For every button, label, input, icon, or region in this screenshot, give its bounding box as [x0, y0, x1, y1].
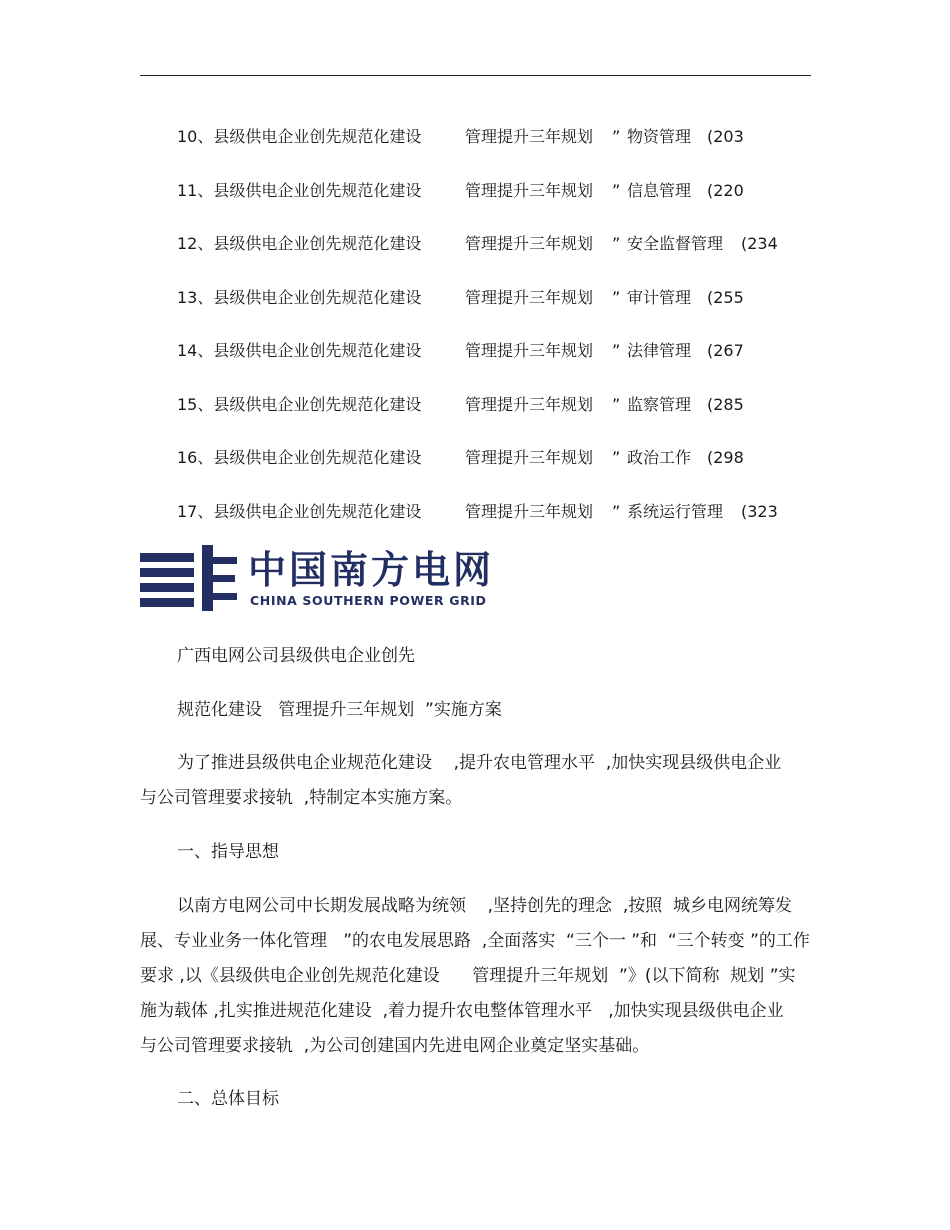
toc-item-page: (234 — [741, 234, 778, 253]
toc-item-department: 物资管理 — [627, 127, 692, 146]
guiding-line: 以南方电网公司中长期发展战略为统领 ,坚持创先的理念 ,按照 城乡电网统筹发 — [177, 896, 793, 916]
section-heading-guiding: 一、指导思想 — [177, 842, 279, 862]
toc-item-title: 12、县级供电企业创先规范化建设 — [177, 234, 422, 253]
toc-item-page: (255 — [707, 287, 744, 307]
toc-item-title: 10、县级供电企业创先规范化建设 — [177, 127, 422, 146]
toc-item-department: 系统运行管理 — [627, 501, 724, 521]
toc-item — [177, 339, 817, 393]
toc-item — [177, 286, 817, 340]
toc-item-plan: 管理提升三年规划 — [465, 341, 594, 360]
toc-item-title: 16、县级供电企业创先规范化建设 — [177, 448, 422, 467]
toc-item-title: 17、县级供电企业创先规范化建设 — [177, 501, 422, 521]
intro-paragraph — [140, 746, 812, 816]
toc-item-page: (285 — [707, 394, 744, 414]
document-title-line-1: 广西电网公司县级供电企业创先 — [177, 646, 415, 666]
toc-item-department: 审计管理 — [627, 287, 692, 307]
guiding-line: 展、专业业务一体化管理 ”的农电发展思路 ,全面落实 “三个一 ”和 “三个转变 ”的工作 — [140, 931, 810, 951]
company-logo — [140, 545, 525, 615]
toc-item-department: 法律管理 — [627, 341, 692, 360]
toc-item-title: 13、县级供电企业创先规范化建设 — [177, 287, 422, 307]
toc-item-department: 政治工作 — [627, 448, 692, 467]
toc-item-plan: 管理提升三年规划 — [465, 448, 594, 467]
toc-item-quote: ” — [612, 234, 621, 253]
guiding-line: 与公司管理要求接轨 ,为公司创建国内先进电网企业奠定坚实基础。 — [140, 1036, 650, 1056]
toc-item — [177, 125, 817, 179]
toc-item-plan: 管理提升三年规划 — [465, 234, 594, 253]
section-heading-objectives: 二、总体目标 — [177, 1089, 279, 1109]
toc-list — [177, 125, 817, 553]
toc-item — [177, 446, 817, 500]
toc-item-plan: 管理提升三年规划 — [465, 287, 594, 307]
toc-item — [177, 232, 817, 286]
toc-item-quote: ” — [612, 448, 621, 467]
toc-item-plan: 管理提升三年规划 — [465, 394, 594, 414]
logo-english-name: CHINA SOUTHERN POWER GRID — [250, 593, 487, 608]
intro-line: 与公司管理要求接轨 ,特制定本实施方案。 — [140, 788, 463, 808]
toc-item-department: 信息管理 — [627, 180, 692, 200]
toc-item-page: (267 — [707, 341, 744, 360]
intro-line: 为了推进县级供电企业规范化建设 ,提升农电管理水平 ,加快实现县级供电企业 — [177, 753, 782, 773]
power-grid-emblem-icon — [140, 545, 240, 613]
toc-item-page: (220 — [707, 180, 744, 200]
document-title-line-2: 规范化建设 管理提升三年规划 ”实施方案 — [177, 700, 502, 720]
toc-item-quote: ” — [612, 501, 621, 521]
toc-item-title: 11、县级供电企业创先规范化建设 — [177, 180, 422, 200]
toc-item-page: (298 — [707, 448, 744, 467]
toc-item-plan: 管理提升三年规划 — [465, 127, 594, 146]
toc-item-quote: ” — [612, 127, 621, 146]
toc-item-quote: ” — [612, 180, 621, 200]
toc-item-quote: ” — [612, 341, 621, 360]
toc-item-title: 15、县级供电企业创先规范化建设 — [177, 394, 422, 414]
toc-item-plan: 管理提升三年规划 — [465, 180, 594, 200]
guiding-line: 要求 ,以《县级供电企业创先规范化建设 管理提升三年规划 ”》(以下简称 规划 ”实 — [140, 966, 796, 986]
toc-item — [177, 179, 817, 233]
toc-item-page: (323 — [741, 501, 778, 521]
toc-item-quote: ” — [612, 394, 621, 414]
header-rule — [140, 75, 811, 76]
toc-item-page: (203 — [707, 127, 744, 146]
toc-item-plan: 管理提升三年规划 — [465, 501, 594, 521]
guiding-paragraph — [140, 889, 812, 1064]
toc-item-department: 监察管理 — [627, 394, 692, 414]
toc-item — [177, 393, 817, 447]
logo-chinese-name: 中国南方电网 — [248, 548, 495, 592]
toc-item-quote: ” — [612, 287, 621, 307]
toc-item-department: 安全监督管理 — [627, 234, 724, 253]
toc-item-title: 14、县级供电企业创先规范化建设 — [177, 341, 422, 360]
guiding-line: 施为载体 ,扎实推进规范化建设 ,着力提升农电整体管理水平 ,加快实现县级供电企业 — [140, 1001, 784, 1021]
